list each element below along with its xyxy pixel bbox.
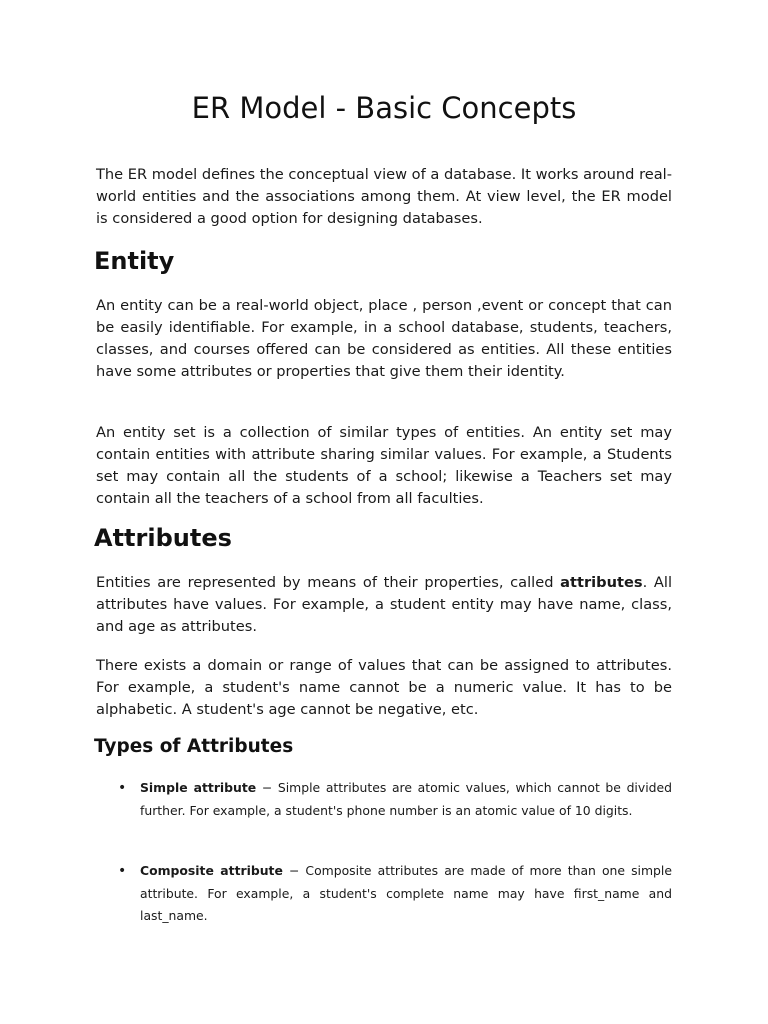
list-item-composite-attribute xyxy=(118,860,672,928)
attributes-paragraph-1 xyxy=(96,572,672,638)
entity-paragraph-1: An entity can be a real-world object, place , person ,event or concept that can be easily identifiable. For example, in a school database, students, teachers, classes, and courses offered can be considered as entities. All these entities have some attributes or properties that give them their identity. xyxy=(96,297,672,380)
simple-attribute-term: Simple attribute xyxy=(140,780,257,795)
types-heading: Types of Attributes xyxy=(94,736,294,757)
attribute-types-list xyxy=(118,777,672,822)
attributes-heading: Attributes xyxy=(94,524,232,552)
page-title: ER Model - Basic Concepts xyxy=(191,91,577,125)
entity-paragraph-2: An entity set is a collection of similar types of entities. An entity set may contain entities with attribute sharing similar values. For example, a Students set may contain all the students of a school; likewise a Teachers set may contain all the teachers of a school from all faculties. xyxy=(96,424,672,507)
attributes-term: attributes xyxy=(560,574,643,591)
bullet-icon: • xyxy=(118,780,127,796)
simple-attribute-description: − Simple attributes are atomic values, which cannot be divided further. For example, a student's phone number is an atomic value of 10 digits. xyxy=(140,780,673,818)
bullet-icon: • xyxy=(118,863,127,879)
attribute-types-list-2 xyxy=(118,860,672,928)
intro-paragraph: The ER model defines the conceptual view of a database. It works around real-world entities and the associations among them. At view level, the ER model is considered a good option for designing databases. xyxy=(96,166,672,227)
composite-attribute-term: Composite attribute xyxy=(140,863,283,878)
attributes-para1-text-a: Entities are represented by means of their properties, called xyxy=(96,574,561,591)
attributes-paragraph-2: There exists a domain or range of values that can be assigned to attributes. For example, a student's name cannot be a numeric value. It has to be alphabetic. A student's age cannot be negative, etc. xyxy=(96,657,672,718)
composite-attribute-description: − Composite attributes are made of more than one simple attribute. For example, a student's complete name may have first_name and last_name. xyxy=(140,863,672,923)
entity-heading: Entity xyxy=(94,247,175,275)
list-item-simple-attribute xyxy=(118,777,672,822)
attributes-para1-text-b: . All attributes have values. For example, a student entity may have name, class, and age as attributes. xyxy=(96,574,672,635)
